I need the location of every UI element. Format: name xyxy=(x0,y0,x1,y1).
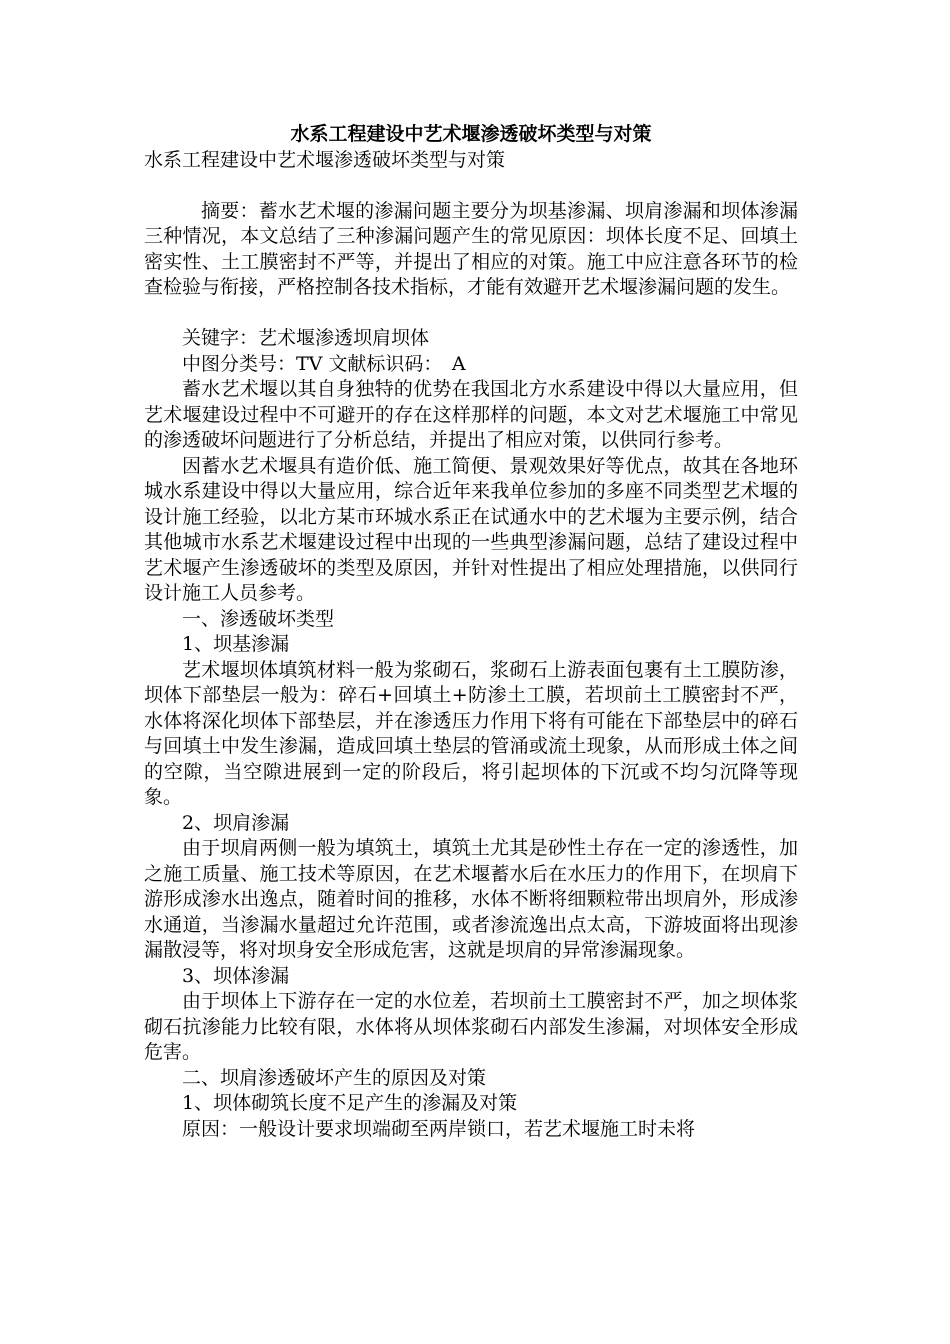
document-page xyxy=(144,122,798,1142)
spacer xyxy=(144,173,798,199)
section-heading-1: 一、渗透破坏类型 xyxy=(182,607,335,630)
subsection-heading-1-1: 1、坝基渗漏 xyxy=(182,633,290,655)
subsection-heading-1-2: 2、坝肩渗漏 xyxy=(182,811,290,834)
section-heading-2: 二、坝肩渗透破坏产生的原因及对策 xyxy=(182,1066,487,1089)
subsection-heading-1-3: 3、坝体渗漏 xyxy=(182,964,290,987)
intro-paragraph-2: 因蓄水艺术堰具有造价低、施工简便、景观效果好等优点，故其在各地环城水系建设中得以大量应用，综合近年来我单位参加的多座不同类型艺术堰的设计施工经验，以北方某市环城水系正在试通水中的艺术堰为主要示例，结合其他城市水系艺术堰建设过程中出现的一些典型渗漏问题，总结了建设过程中艺术堰产生渗透破坏的类型及原因，并针对性提出了相应处理措施，以供同行设计施工人员参考。 xyxy=(144,454,798,604)
intro-paragraph-1: 蓄水艺术堰以其自身独特的优势在我国北方水系建设中得以大量应用，但艺术堰建设过程中不可避开的存在这样那样的问题，本文对艺术堰施工中常见的渗透破坏问题进行了分析总结，并提出了相应对策，以供同行参考。 xyxy=(144,378,798,451)
document-subtitle: 水系工程建设中艺术堰渗透破坏类型与对策 xyxy=(144,148,506,171)
classification-line: 中图分类号：TV 文献标识码： A xyxy=(182,352,466,375)
document-title: 水系工程建设中艺术堰渗透破坏类型与对策 xyxy=(290,123,652,145)
subsection-text-1-2: 由于坝肩两侧一般为填筑土，填筑土尤其是砂性土存在一定的渗透性，加之施工质量、施工技术等原因，在艺术堰蓄水后在水压力的作用下，在坝肩下游形成渗水出逸点，随着时间的推移，水体不断将细颗粒带出坝肩外，形成渗水通道，当渗漏水量超过允许范围，或者渗流逸出点太高，下游坡面将出现渗漏散浸等，将对坝身安全形成危害，这就是坝肩的异常渗漏现象。 xyxy=(144,837,798,961)
subsection-text-1-1: 艺术堰坝体填筑材料一般为浆砌石，浆砌石上游表面包裹有土工膜防渗，坝体下部垫层一般为：碎石+回填土+防渗土工膜，若坝前土工膜密封不严，水体将深化坝体下部垫层，并在渗透压力作用下将有可能在下部垫层中的碎石与回填土中发生渗漏，造成回填土垫层的管涌或流土现象，从而形成土体之间的空隙，当空隙进展到一定的阶段后，将引起坝体的下沉或不均匀沉降等现象。 xyxy=(144,658,798,808)
subsection-text-2-1: 原因：一般设计要求坝端砌至两岸锁口，若艺术堰施工时未将 xyxy=(182,1117,696,1140)
abstract-paragraph: 摘要：蓄水艺术堰的渗漏问题主要分为坝基渗漏、坝肩渗漏和坝体渗漏三种情况，本文总结了三种渗漏问题产生的常见原因：坝体长度不足、回填土密实性、土工膜密封不严等，并提出了相应的对策。施工中应注意各环节的检查检验与衔接，严格控制各技术指标，才能有效避开艺术堰渗漏问题的发生。 xyxy=(144,199,798,298)
subsection-text-1-3: 由于坝体上下游存在一定的水位差，若坝前土工膜密封不严，加之坝体浆砌石抗渗能力比较有限，水体将从坝体浆砌石内部发生渗漏，对坝体安全形成危害。 xyxy=(144,990,798,1063)
subsection-heading-2-1: 1、坝体砌筑长度不足产生的渗漏及对策 xyxy=(182,1092,518,1114)
spacer xyxy=(144,301,798,327)
keywords-line: 关键字：艺术堰渗透坝肩坝体 xyxy=(182,327,430,349)
